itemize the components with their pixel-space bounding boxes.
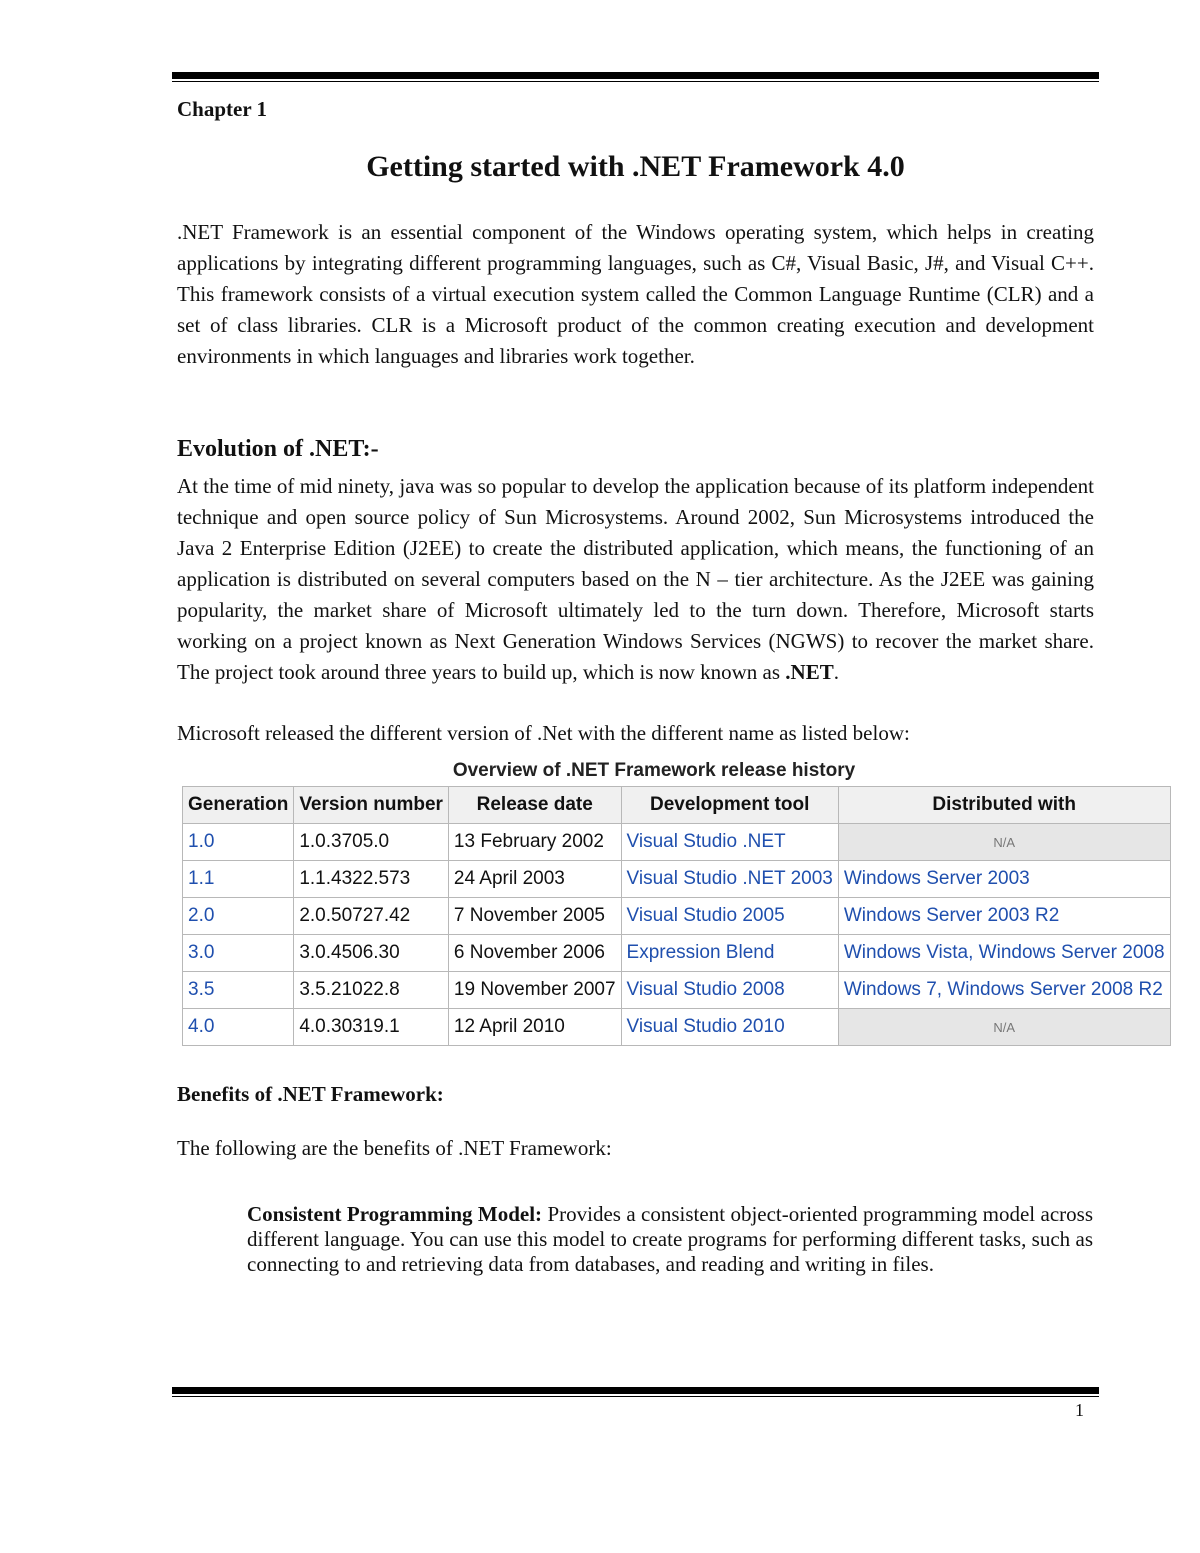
generation-link[interactable]: 3.5 [183,972,294,1009]
benefit-title: Consistent Programming Model: [247,1202,543,1226]
versions-intro: Microsoft released the different version of .Net with the different name as listed below: [177,721,910,745]
version-cell: 3.0.4506.30 [294,935,449,972]
benefit-item [247,1202,1093,1277]
release-date-cell: 6 November 2006 [448,935,621,972]
distributed-with-link[interactable]: Windows Vista, Windows Server 2008 [838,935,1170,972]
header-distributed-with: Distributed with [838,787,1170,824]
generation-link[interactable]: 2.0 [183,898,294,935]
header-version-number: Version number [294,787,449,824]
dev-tool-link[interactable]: Visual Studio .NET 2003 [621,861,838,898]
version-cell: 1.0.3705.0 [294,824,449,861]
table-row [183,824,1171,861]
benefits-heading: Benefits of .NET Framework: [177,1082,444,1106]
table-row [183,861,1171,898]
table-row [183,898,1171,935]
table-row [183,1009,1171,1046]
version-cell: 1.1.4322.573 [294,861,449,898]
dev-tool-link[interactable]: Visual Studio 2008 [621,972,838,1009]
dev-tool-link[interactable]: Visual Studio 2005 [621,898,838,935]
table-row [183,935,1171,972]
table-header-row [183,787,1171,824]
version-cell: 4.0.30319.1 [294,1009,449,1046]
distributed-with-link[interactable]: Windows Server 2003 R2 [838,898,1170,935]
distributed-with-na: N/A [838,1009,1170,1046]
dev-tool-link[interactable]: Visual Studio .NET [621,824,838,861]
intro-paragraph: .NET Framework is an essential component of the Windows operating system, which helps in creating applications by integrating different programming languages, such as C#, Visual Basic, J#, and Visual C++. This framework consists of a virtual execution system called the Common Language Runtime (CLR) and a set of class libraries. CLR is a Microsoft product of the common creating execution and development environments in which languages and libraries work together. [177,220,1094,368]
header-release-date: Release date [448,787,621,824]
table-caption: Overview of .NET Framework release history [452,760,856,781]
benefits-intro: The following are the benefits of .NET Framework: [177,1136,612,1160]
distributed-with-na: N/A [838,824,1170,861]
dev-tool-link[interactable]: Expression Blend [621,935,838,972]
distributed-with-link[interactable]: Windows Server 2003 [838,861,1170,898]
version-cell: 3.5.21022.8 [294,972,449,1009]
header-development-tool: Development tool [621,787,838,824]
generation-link[interactable]: 1.1 [183,861,294,898]
footer-rule [172,1387,1099,1397]
table-row [183,972,1171,1009]
evolution-body-bold: .NET [785,660,834,684]
page-title: Getting started with .NET Framework 4.0 [366,150,905,183]
header-generation: Generation [183,787,294,824]
chapter-label: Chapter 1 [177,97,268,121]
release-date-cell: 7 November 2005 [448,898,621,935]
distributed-with-link[interactable]: Windows 7, Windows Server 2008 R2 [838,972,1170,1009]
generation-link[interactable]: 3.0 [183,935,294,972]
header-rule [172,72,1099,82]
benefit-text: Provides a consistent object-oriented programming model across different language. You can use this model to create programs for performing different tasks, such as connecting to and retrieving data from databases, and reading and writing in files. [247,1202,1094,1276]
page-number: 1 [1075,1400,1084,1420]
generation-link[interactable]: 1.0 [183,824,294,861]
evolution-paragraph [177,471,1094,688]
version-cell: 2.0.50727.42 [294,898,449,935]
dev-tool-link[interactable]: Visual Studio 2010 [621,1009,838,1046]
release-history-table [182,786,1171,1046]
evolution-body-end: . [833,660,839,684]
generation-link[interactable]: 4.0 [183,1009,294,1046]
release-date-cell: 24 April 2003 [448,861,621,898]
evolution-body: At the time of mid ninety, java was so popular to develop the application because of its platform independent technique and open source policy of Sun Microsystems. Around 2002, Sun Microsystems introduced the Java 2 Enterprise Edition (J2EE) to create the distributed application, which means, the functioning of an application is distributed on several computers based on the N – tier architecture. As the J2EE was gaining popularity, the market share of Microsoft ultimately led to the turn down. Therefore, Microsoft starts working on a project known as Next Generation Windows Services (NGWS) to recover the market share. The project took around three years to build up, which is now known as [177,474,1094,684]
evolution-heading: Evolution of .NET:- [177,436,379,462]
release-date-cell: 13 February 2002 [448,824,621,861]
release-date-cell: 12 April 2010 [448,1009,621,1046]
release-date-cell: 19 November 2007 [448,972,621,1009]
